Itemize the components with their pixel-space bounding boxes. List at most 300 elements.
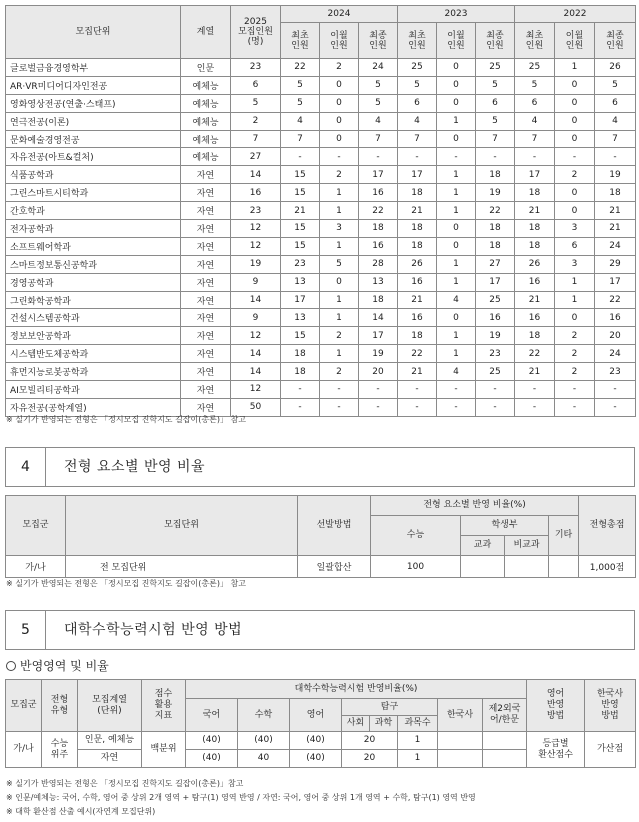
table-row — [6, 94, 636, 112]
cell-carry-2023: 0 — [437, 94, 476, 112]
cell-carry-2022: 0 — [555, 130, 595, 148]
cell-final-2023: - — [476, 148, 515, 166]
cell-first-2023: 18 — [398, 184, 437, 202]
cell-final-2022: 29 — [595, 255, 636, 273]
cell-first-2024: 22 — [281, 59, 320, 77]
table-row — [6, 345, 636, 363]
header-ratio: 대학수학능력시험 반영비율(%) — [186, 680, 527, 699]
header-history-method: 한국사 반영 방법 — [585, 680, 636, 732]
cell-first-2024: 18 — [281, 345, 320, 363]
cell-final-2022: 7 — [595, 130, 636, 148]
cell-unit: 자유전공(공학계열) — [6, 398, 181, 416]
cell-unit: AR·VR미디어디자인전공 — [6, 76, 181, 94]
cell-carry-2023: 1 — [437, 202, 476, 220]
cell-first-2022: 18 — [515, 327, 555, 345]
cell-carry-2024: 0 — [320, 130, 359, 148]
cell-carry-2023: 4 — [437, 291, 476, 309]
table-row — [6, 166, 636, 184]
table-row — [6, 291, 636, 309]
table-row — [6, 184, 636, 202]
cell-quota-2025: 5 — [231, 94, 281, 112]
cell-quota-2025: 7 — [231, 130, 281, 148]
header-year-2024: 2024 — [281, 6, 398, 23]
cell-first-2022: - — [515, 381, 555, 399]
cell-carry-2023: 1 — [437, 184, 476, 202]
cell-carry-2023: 1 — [437, 273, 476, 291]
cell-carry-2023: 0 — [437, 309, 476, 327]
header-type: 전형 유형 — [42, 680, 78, 732]
cell-final-2023: 18 — [476, 237, 515, 255]
cell-first-2023: 26 — [398, 255, 437, 273]
table-row — [6, 273, 636, 291]
cell-carry-2022: 2 — [555, 166, 595, 184]
section-title: 전형 요소별 반영 비율 — [64, 459, 206, 475]
cell-carry-2022: 0 — [555, 76, 595, 94]
cell-first-2022: 17 — [515, 166, 555, 184]
cell-quota-2025: 9 — [231, 309, 281, 327]
cell-carry-2022: 1 — [555, 291, 595, 309]
cell-unit: 경영공학과 — [6, 273, 181, 291]
cell-final-2022: 19 — [595, 166, 636, 184]
cell-unit: 전자공학과 — [6, 220, 181, 238]
header-ratio: 전형 요소별 반영 비율(%) — [371, 496, 579, 516]
header-year-2022: 2022 — [515, 6, 636, 23]
circle-bullet-icon — [6, 661, 16, 671]
cell-final-2023: 18 — [476, 220, 515, 238]
header-method: 선발방법 — [298, 496, 371, 556]
cell-track: 자연 — [181, 202, 231, 220]
cell-carry-2022: 2 — [555, 327, 595, 345]
cell-final-2024: 13 — [359, 273, 398, 291]
cell-first-2023: 18 — [398, 237, 437, 255]
cell-first-2024: 23 — [281, 255, 320, 273]
cell-final-2023: 5 — [476, 76, 515, 94]
cell-history — [438, 732, 483, 750]
cell-carry-2023: 0 — [437, 59, 476, 77]
header-nonsubject: 비교과 — [505, 536, 549, 556]
cell-final-2024: 16 — [359, 184, 398, 202]
footnote: ※ 인문/예체능: 국어, 수학, 영어 중 상위 2개 영역 + 탐구(1) 영역 반영 / 자연: 국어, 영어 중 상위 1개 영역 + 수학, 탐구(1) 영역 반영 — [6, 793, 476, 802]
header-social: 사회 — [342, 716, 370, 732]
table-row — [6, 220, 636, 238]
cell-first-2023: 21 — [398, 291, 437, 309]
cell-history-method: 가산점 — [585, 732, 636, 768]
cell-final-2023: 25 — [476, 59, 515, 77]
cell-total: 1,000점 — [579, 556, 636, 578]
cell-quota-2025: 14 — [231, 291, 281, 309]
cell-first-2023: 4 — [398, 112, 437, 130]
header-korean: 국어 — [186, 699, 238, 732]
cell-final-2023: 23 — [476, 345, 515, 363]
cell-final-2023: 27 — [476, 255, 515, 273]
cell-first-2023: 21 — [398, 363, 437, 381]
cell-first-2024: 15 — [281, 184, 320, 202]
cell-carry-2023: 0 — [437, 237, 476, 255]
header-2025-quota: 2025 모집인원 (명) — [231, 6, 281, 59]
cell-track: 자연 — [181, 184, 231, 202]
cell-carry-2023: 0 — [437, 220, 476, 238]
section-number: 5 — [6, 611, 46, 649]
cell-carry-2023: 0 — [437, 76, 476, 94]
cell-carry-2024: 2 — [320, 327, 359, 345]
cell-track: 자연 — [181, 327, 231, 345]
table2-note: ※ 실기가 반영되는 전형은 「정시모집 진학지도 길잡이(총론)」 참고 — [6, 579, 246, 588]
cell-carry-2023: - — [437, 398, 476, 416]
cell-track: 자연 — [181, 237, 231, 255]
cell-track: 인문, 예체능 — [78, 732, 142, 750]
header-2024-first: 최초 인원 — [281, 23, 320, 59]
cell-final-2024: 18 — [359, 291, 398, 309]
cell-carry-2024: 1 — [320, 184, 359, 202]
header-history: 한국사 — [438, 699, 483, 732]
cell-carry-2022: 6 — [555, 237, 595, 255]
header-total: 전형총점 — [579, 496, 636, 556]
cell-first-2024: 5 — [281, 94, 320, 112]
cell-carry-2023: 1 — [437, 345, 476, 363]
selection-ratio-table — [5, 495, 636, 578]
header-2024-final: 최종 인원 — [359, 23, 398, 59]
cell-first-2022: - — [515, 398, 555, 416]
table-row — [6, 148, 636, 166]
cell-first-2023: 18 — [398, 327, 437, 345]
cell-final-2022: - — [595, 148, 636, 166]
header-second-language: 제2외국 어/한문 — [483, 699, 527, 732]
header-2022-carry: 이월 인원 — [555, 23, 595, 59]
cell-first-2022: 26 — [515, 255, 555, 273]
cell-track: 예체능 — [181, 148, 231, 166]
cell-count: 1 — [398, 750, 438, 768]
cell-carry-2024: 1 — [320, 309, 359, 327]
cell-count: 1 — [398, 732, 438, 750]
cell-track: 자연 — [181, 273, 231, 291]
cell-first-2022: 21 — [515, 202, 555, 220]
cell-carry-2024: 2 — [320, 363, 359, 381]
cell-final-2024: 28 — [359, 255, 398, 273]
cell-track: 자연 — [181, 381, 231, 399]
cell-final-2024: 17 — [359, 327, 398, 345]
cell-suneung: 100 — [371, 556, 461, 578]
header-unit: 모집단위 — [6, 6, 181, 59]
cell-final-2023: 6 — [476, 94, 515, 112]
cell-first-2024: 15 — [281, 220, 320, 238]
cell-carry-2022: 3 — [555, 220, 595, 238]
cell-track: 자연 — [181, 220, 231, 238]
cell-english: (40) — [290, 750, 342, 768]
cell-final-2024: 4 — [359, 112, 398, 130]
header-english: 영어 — [290, 699, 342, 732]
cell-quota-2025: 12 — [231, 381, 281, 399]
cell-type: 수능 위주 — [42, 732, 78, 768]
cell-unit: 소프트웨어학과 — [6, 237, 181, 255]
cell-first-2023: 18 — [398, 220, 437, 238]
cell-first-2024: 18 — [281, 363, 320, 381]
cell-quota-2025: 14 — [231, 363, 281, 381]
cell-first-2024: - — [281, 381, 320, 399]
cell-group: 가/나 — [6, 556, 66, 578]
cell-final-2023: 25 — [476, 363, 515, 381]
cell-carry-2023: - — [437, 148, 476, 166]
header-2022-final: 최종 인원 — [595, 23, 636, 59]
cell-quota-2025: 19 — [231, 255, 281, 273]
cell-first-2022: 18 — [515, 220, 555, 238]
header-subject: 교과 — [461, 536, 505, 556]
cell-second-language — [483, 750, 527, 768]
cell-unit: 자유전공(아트&컬처) — [6, 148, 181, 166]
cell-first-2023: 25 — [398, 59, 437, 77]
cell-carry-2024: 2 — [320, 59, 359, 77]
suneung-method-table — [5, 679, 636, 768]
table-row — [6, 327, 636, 345]
header-2024-carry: 이월 인원 — [320, 23, 359, 59]
cell-subject — [461, 556, 505, 578]
cell-history — [438, 750, 483, 768]
cell-first-2022: 6 — [515, 94, 555, 112]
cell-method: 일괄합산 — [298, 556, 371, 578]
header-2023-carry: 이월 인원 — [437, 23, 476, 59]
cell-final-2024: 7 — [359, 130, 398, 148]
cell-carry-2024: - — [320, 398, 359, 416]
cell-first-2022: 25 — [515, 59, 555, 77]
cell-korean: (40) — [186, 732, 238, 750]
cell-track: 자연 — [181, 291, 231, 309]
cell-carry-2023: 1 — [437, 112, 476, 130]
cell-inquiry: 20 — [342, 750, 398, 768]
cell-final-2022: 21 — [595, 202, 636, 220]
section-5-header — [5, 610, 635, 650]
cell-carry-2023: - — [437, 381, 476, 399]
cell-quota-2025: 14 — [231, 345, 281, 363]
table-row — [6, 255, 636, 273]
cell-unit: 그린화학공학과 — [6, 291, 181, 309]
cell-carry-2022: 2 — [555, 345, 595, 363]
cell-first-2024: 13 — [281, 273, 320, 291]
header-count: 과목수 — [398, 716, 438, 732]
cell-track: 예체능 — [181, 76, 231, 94]
cell-final-2022: 22 — [595, 291, 636, 309]
cell-final-2024: 5 — [359, 76, 398, 94]
cell-first-2024: 15 — [281, 166, 320, 184]
cell-final-2022: 16 — [595, 309, 636, 327]
cell-final-2022: 17 — [595, 273, 636, 291]
cell-korean: (40) — [186, 750, 238, 768]
cell-first-2023: 16 — [398, 273, 437, 291]
header-record: 학생부 — [461, 516, 549, 536]
section-4-header — [5, 447, 635, 487]
cell-final-2022: 26 — [595, 59, 636, 77]
cell-quota-2025: 14 — [231, 166, 281, 184]
cell-first-2022: - — [515, 148, 555, 166]
cell-final-2024: 18 — [359, 220, 398, 238]
cell-final-2024: 19 — [359, 345, 398, 363]
cell-track: 자연 — [181, 309, 231, 327]
cell-final-2024: 16 — [359, 237, 398, 255]
header-group: 모집군 — [6, 680, 42, 732]
cell-final-2023: 25 — [476, 291, 515, 309]
cell-etc — [549, 556, 579, 578]
cell-unit: 글로벌금융경영학부 — [6, 59, 181, 77]
cell-unit: 스마트정보통신공학과 — [6, 255, 181, 273]
cell-inquiry: 20 — [342, 732, 398, 750]
cell-first-2023: 22 — [398, 345, 437, 363]
cell-carry-2022: 0 — [555, 184, 595, 202]
cell-second-language — [483, 732, 527, 750]
cell-carry-2023: 1 — [437, 166, 476, 184]
cell-first-2024: 4 — [281, 112, 320, 130]
cell-final-2024: 22 — [359, 202, 398, 220]
cell-final-2022: 23 — [595, 363, 636, 381]
cell-final-2022: 24 — [595, 345, 636, 363]
header-unit: 모집단위 — [66, 496, 298, 556]
cell-carry-2024: 1 — [320, 291, 359, 309]
table1-note: ※ 실기가 반영되는 전형은 「정시모집 진학지도 길잡이(총론)」 참고 — [6, 415, 246, 424]
cell-first-2024: 5 — [281, 76, 320, 94]
cell-quota-2025: 12 — [231, 327, 281, 345]
cell-first-2022: 18 — [515, 184, 555, 202]
cell-quota-2025: 16 — [231, 184, 281, 202]
cell-final-2024: - — [359, 148, 398, 166]
cell-first-2023: - — [398, 398, 437, 416]
cell-final-2023: 19 — [476, 327, 515, 345]
cell-quota-2025: 12 — [231, 220, 281, 238]
cell-unit: 영화영상전공(연출·스태프) — [6, 94, 181, 112]
cell-carry-2022: - — [555, 381, 595, 399]
table-row — [6, 202, 636, 220]
cell-quota-2025: 23 — [231, 59, 281, 77]
cell-carry-2022: 1 — [555, 273, 595, 291]
cell-carry-2023: 1 — [437, 255, 476, 273]
cell-final-2022: 18 — [595, 184, 636, 202]
cell-math: 40 — [238, 750, 290, 768]
cell-quota-2025: 27 — [231, 148, 281, 166]
cell-final-2022: 5 — [595, 76, 636, 94]
cell-carry-2022: 3 — [555, 255, 595, 273]
cell-final-2024: 20 — [359, 363, 398, 381]
cell-first-2024: 15 — [281, 237, 320, 255]
cell-final-2023: - — [476, 398, 515, 416]
table-row — [6, 237, 636, 255]
header-track: 모집계열 (단위) — [78, 680, 142, 732]
cell-first-2023: 21 — [398, 202, 437, 220]
table-row — [6, 112, 636, 130]
cell-score-index: 백분위 — [142, 732, 186, 768]
cell-quota-2025: 23 — [231, 202, 281, 220]
cell-carry-2024: - — [320, 381, 359, 399]
cell-first-2022: 21 — [515, 291, 555, 309]
cell-math: (40) — [238, 732, 290, 750]
cell-unit: 휴먼지능로봇공학과 — [6, 363, 181, 381]
cell-quota-2025: 12 — [231, 237, 281, 255]
cell-track: 자연 — [181, 345, 231, 363]
cell-final-2023: 19 — [476, 184, 515, 202]
cell-carry-2024: 1 — [320, 237, 359, 255]
cell-track: 자연 — [78, 750, 142, 768]
cell-carry-2024: 0 — [320, 112, 359, 130]
table-row — [6, 732, 636, 750]
cell-first-2024: 13 — [281, 309, 320, 327]
cell-first-2023: 5 — [398, 76, 437, 94]
table-row — [6, 59, 636, 77]
cell-final-2024: 14 — [359, 309, 398, 327]
cell-first-2024: 7 — [281, 130, 320, 148]
cell-first-2024: 17 — [281, 291, 320, 309]
cell-unit: 식품공학과 — [6, 166, 181, 184]
cell-unit: 건설시스템공학과 — [6, 309, 181, 327]
cell-final-2024: 17 — [359, 166, 398, 184]
cell-track: 자연 — [181, 363, 231, 381]
footnote: ※ 대학 환산점 산출 예시(자연계 모집단위) — [6, 807, 156, 816]
section-title: 대학수학능력시험 반영 방법 — [64, 622, 243, 638]
cell-carry-2023: 1 — [437, 327, 476, 345]
cell-first-2024: 21 — [281, 202, 320, 220]
cell-final-2022: 24 — [595, 237, 636, 255]
cell-quota-2025: 6 — [231, 76, 281, 94]
cell-final-2022: 6 — [595, 94, 636, 112]
cell-final-2024: - — [359, 398, 398, 416]
cell-track: 자연 — [181, 255, 231, 273]
table-row — [6, 76, 636, 94]
cell-carry-2024: 5 — [320, 255, 359, 273]
cell-final-2023: 16 — [476, 309, 515, 327]
cell-carry-2024: 0 — [320, 273, 359, 291]
cell-carry-2024: 3 — [320, 220, 359, 238]
cell-final-2022: 21 — [595, 220, 636, 238]
table-row — [6, 556, 636, 578]
section-number: 4 — [6, 448, 46, 486]
cell-first-2022: 7 — [515, 130, 555, 148]
cell-carry-2024: - — [320, 148, 359, 166]
cell-unit: 간호학과 — [6, 202, 181, 220]
cell-final-2022: 20 — [595, 327, 636, 345]
header-english-method: 영어 반영 방법 — [527, 680, 585, 732]
cell-final-2023: 17 — [476, 273, 515, 291]
cell-first-2024: 15 — [281, 327, 320, 345]
cell-first-2023: 17 — [398, 166, 437, 184]
header-suneung: 수능 — [371, 516, 461, 556]
cell-carry-2022: 1 — [555, 59, 595, 77]
cell-final-2022: - — [595, 381, 636, 399]
cell-carry-2022: - — [555, 398, 595, 416]
header-score-index: 점수 활용 지표 — [142, 680, 186, 732]
footnote: ※ 실기가 반영되는 전형은 「정시모집 진학지도 길잡이(총론)」참고 — [6, 779, 244, 788]
cell-group: 가/나 — [6, 732, 42, 768]
cell-unit: 전 모집단위 — [66, 556, 298, 578]
cell-final-2024: 5 — [359, 94, 398, 112]
cell-first-2022: 22 — [515, 345, 555, 363]
cell-first-2023: 7 — [398, 130, 437, 148]
cell-unit: 정보보안공학과 — [6, 327, 181, 345]
cell-first-2022: 16 — [515, 273, 555, 291]
subheading: 반영영역 및 비율 — [6, 657, 109, 674]
header-science: 과학 — [370, 716, 398, 732]
cell-english: (40) — [290, 732, 342, 750]
header-math: 수학 — [238, 699, 290, 732]
cell-first-2023: - — [398, 148, 437, 166]
cell-first-2022: 21 — [515, 363, 555, 381]
cell-final-2023: 5 — [476, 112, 515, 130]
header-etc: 기타 — [549, 516, 579, 556]
cell-quota-2025: 9 — [231, 273, 281, 291]
table-row — [6, 130, 636, 148]
header-2023-first: 최초 인원 — [398, 23, 437, 59]
cell-unit: 문화예술경영전공 — [6, 130, 181, 148]
cell-track: 인문 — [181, 59, 231, 77]
cell-final-2022: - — [595, 398, 636, 416]
cell-first-2023: 6 — [398, 94, 437, 112]
table-row — [6, 363, 636, 381]
cell-carry-2024: 0 — [320, 94, 359, 112]
cell-unit: AI모빌리티공학과 — [6, 381, 181, 399]
cell-first-2024: - — [281, 148, 320, 166]
